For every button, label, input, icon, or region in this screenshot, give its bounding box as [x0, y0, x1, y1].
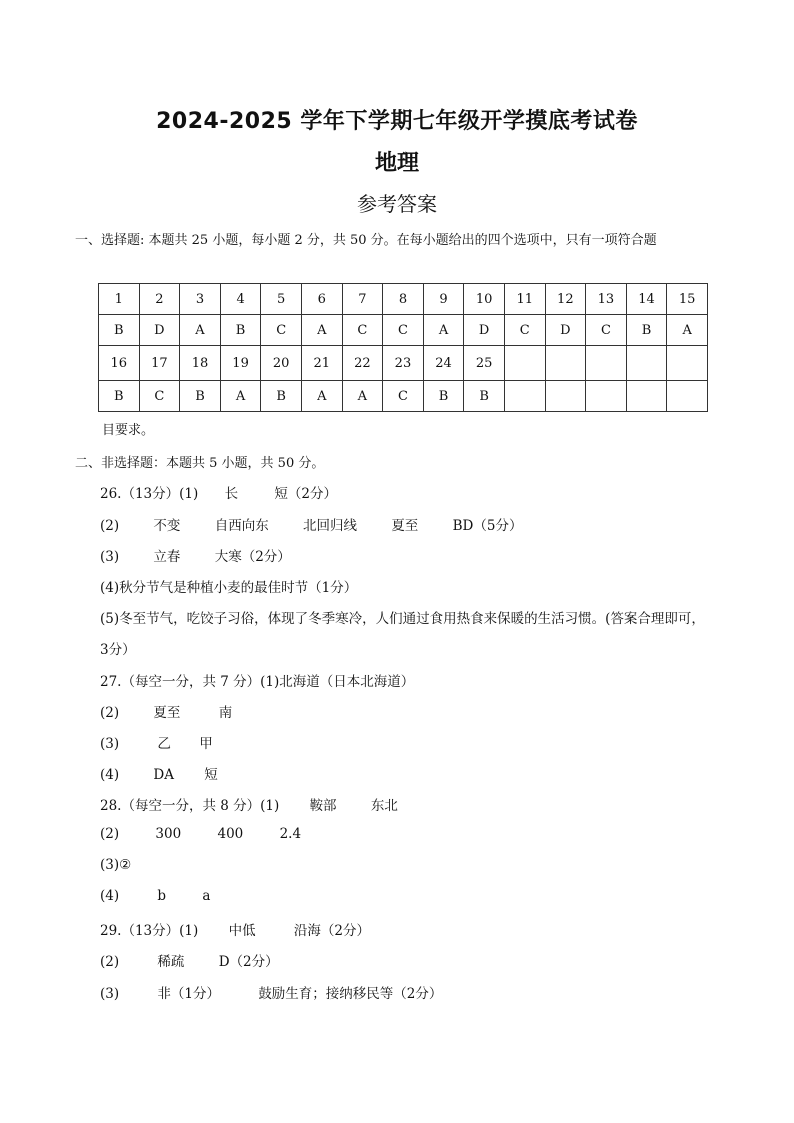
- answer-text: 中低: [228, 923, 256, 939]
- question-number: 23: [383, 346, 424, 381]
- question-number: 14: [626, 284, 667, 315]
- answer-cell: A: [342, 381, 383, 412]
- section1-heading: 一、选择题: 本题共 25 小题，每小题 2 分，共 50 分。在每小题给出的四个选项中，只有一项符合题: [75, 233, 657, 248]
- answer-cell: A: [301, 315, 342, 346]
- answer-text: 2.4: [279, 826, 302, 842]
- question-number: [545, 346, 586, 381]
- answer-cell: C: [139, 381, 180, 412]
- answer-text: 夏至: [391, 518, 419, 534]
- answer-key-subtitle: 参考答案: [357, 192, 437, 216]
- question-number: 13: [586, 284, 627, 315]
- answer-cell: A: [180, 315, 221, 346]
- question-number: [667, 346, 708, 381]
- q26-line3: [100, 545, 291, 565]
- q26-line6: 3分）: [100, 642, 136, 658]
- answer-cell: C: [383, 315, 424, 346]
- question-number: 7: [342, 284, 383, 315]
- sub-question-label: (4): [100, 767, 120, 783]
- sub-question-label: (4): [100, 888, 120, 904]
- answer-cell: C: [586, 315, 627, 346]
- question-number: 22: [342, 346, 383, 381]
- sub-question-label: (2): [100, 826, 120, 842]
- answer-text: 长: [224, 486, 239, 502]
- answer-table: [98, 283, 708, 412]
- section1-heading-continued: 目要求。: [102, 423, 155, 438]
- answer-cell: B: [99, 381, 140, 412]
- answer-cell: D: [139, 315, 180, 346]
- answer-text: 东北: [370, 798, 398, 814]
- answer-text: 乙: [157, 736, 171, 752]
- answer-text: 短（2分）: [274, 486, 337, 502]
- sub-question-label: (3): [100, 736, 120, 752]
- table-row: [99, 315, 708, 346]
- question-number: 20: [261, 346, 302, 381]
- answer-text: 短: [204, 767, 218, 783]
- answer-text: 300: [155, 826, 182, 842]
- answer-text: 南: [218, 705, 233, 721]
- q27-line3: [100, 732, 213, 752]
- q28-line4: [100, 888, 210, 904]
- table-row: [99, 346, 708, 381]
- question-number: 18: [180, 346, 221, 381]
- question-number: 21: [301, 346, 342, 381]
- question-number: 25: [464, 346, 505, 381]
- answer-cell: B: [180, 381, 221, 412]
- answer-text: 鼓励生育；接纳移民等（2分）: [258, 986, 443, 1002]
- question-number: [586, 346, 627, 381]
- answer-text: 大寒（2分）: [214, 549, 291, 565]
- q29-line2: [100, 950, 279, 970]
- q28-line2: [100, 826, 301, 842]
- question-number: [626, 346, 667, 381]
- answer-cell: [626, 381, 667, 412]
- sub-question-label: (2): [100, 954, 120, 970]
- question-number: 19: [220, 346, 261, 381]
- question-number: 2: [139, 284, 180, 315]
- q27-line1: 27.（每空一分，共 7 分）(1)北海道（日本北海道）: [100, 674, 415, 690]
- question-number: 6: [301, 284, 342, 315]
- answer-cell: A: [220, 381, 261, 412]
- answer-cell: [504, 381, 545, 412]
- subject-title: 地理: [374, 151, 419, 176]
- question-number: 17: [139, 346, 180, 381]
- question-number: 12: [545, 284, 586, 315]
- q26-line5: (5)冬至节气，吃饺子习俗，体现了冬季寒冷，人们通过食用热食来保暖的生活习惯。(答案合理即可，: [100, 611, 705, 627]
- answer-text: a: [202, 888, 211, 904]
- question-number: 9: [423, 284, 464, 315]
- answer-cell: B: [261, 381, 302, 412]
- answer-text: b: [157, 888, 167, 904]
- sub-question-label: (2): [100, 518, 120, 534]
- answer-cell: [586, 381, 627, 412]
- question-number: 5: [261, 284, 302, 315]
- answer-text: 立春: [153, 549, 181, 565]
- answer-text: 甲: [199, 736, 213, 752]
- q28-label: 28.（每空一分，共 8 分）(1): [100, 798, 280, 814]
- question-number: 10: [464, 284, 505, 315]
- answer-cell: C: [261, 315, 302, 346]
- q26-line1: [100, 482, 337, 502]
- question-number: 15: [667, 284, 708, 315]
- q29-label: 29.（13分）(1): [100, 923, 199, 939]
- question-number: 3: [180, 284, 221, 315]
- answer-text: DA: [153, 767, 174, 783]
- q28-line3: (3)②: [100, 857, 132, 873]
- answer-text: D（2分）: [218, 954, 279, 970]
- question-number: 1: [99, 284, 140, 315]
- answer-cell: B: [423, 381, 464, 412]
- q27-line4: [100, 763, 218, 783]
- answer-cell: B: [464, 381, 505, 412]
- q26-line2: [100, 514, 522, 534]
- q29-line3: [100, 982, 442, 1002]
- q26-label: 26.（13分）(1): [100, 486, 199, 502]
- answer-text: 不变: [153, 518, 181, 534]
- answer-text: 北回归线: [303, 518, 358, 534]
- sub-question-label: (3): [100, 549, 120, 565]
- answer-cell: C: [342, 315, 383, 346]
- answer-cell: B: [99, 315, 140, 346]
- question-number: 24: [423, 346, 464, 381]
- question-number: 8: [383, 284, 424, 315]
- answer-text: 非（1分）: [157, 986, 221, 1002]
- section2-heading: 二、非选择题：本题共 5 小题，共 50 分。: [75, 456, 325, 471]
- answer-text: 自西向东: [214, 518, 269, 534]
- answer-cell: A: [301, 381, 342, 412]
- question-number: 16: [99, 346, 140, 381]
- answer-text: 鞍部: [309, 798, 337, 814]
- answer-text: BD（5分）: [452, 518, 523, 534]
- question-number: 4: [220, 284, 261, 315]
- answer-cell: A: [667, 315, 708, 346]
- question-number: [504, 346, 545, 381]
- q29-line1: [100, 919, 370, 939]
- answer-cell: C: [504, 315, 545, 346]
- answer-cell: B: [626, 315, 667, 346]
- answer-cell: [667, 381, 708, 412]
- answer-text: 稀疏: [157, 954, 185, 970]
- answer-cell: D: [545, 315, 586, 346]
- question-number: 11: [504, 284, 545, 315]
- answer-cell: [545, 381, 586, 412]
- table-row: [99, 284, 708, 315]
- answer-text: 沿海（2分）: [293, 923, 370, 939]
- table-row: [99, 381, 708, 412]
- q26-line4: (4)秋分节气是种植小麦的最佳时节（1分）: [100, 580, 358, 596]
- answer-text: 400: [217, 826, 244, 842]
- sub-question-label: (2): [100, 705, 120, 721]
- answer-text: 夏至: [153, 705, 181, 721]
- answer-cell: A: [423, 315, 464, 346]
- q27-line2: [100, 701, 232, 721]
- q28-line1: [100, 794, 398, 814]
- sub-question-label: (3): [100, 986, 120, 1002]
- answer-cell: D: [464, 315, 505, 346]
- page-title: 2024-2025 学年下学期七年级开学摸底考试卷: [156, 109, 638, 134]
- answer-cell: C: [383, 381, 424, 412]
- answer-cell: B: [220, 315, 261, 346]
